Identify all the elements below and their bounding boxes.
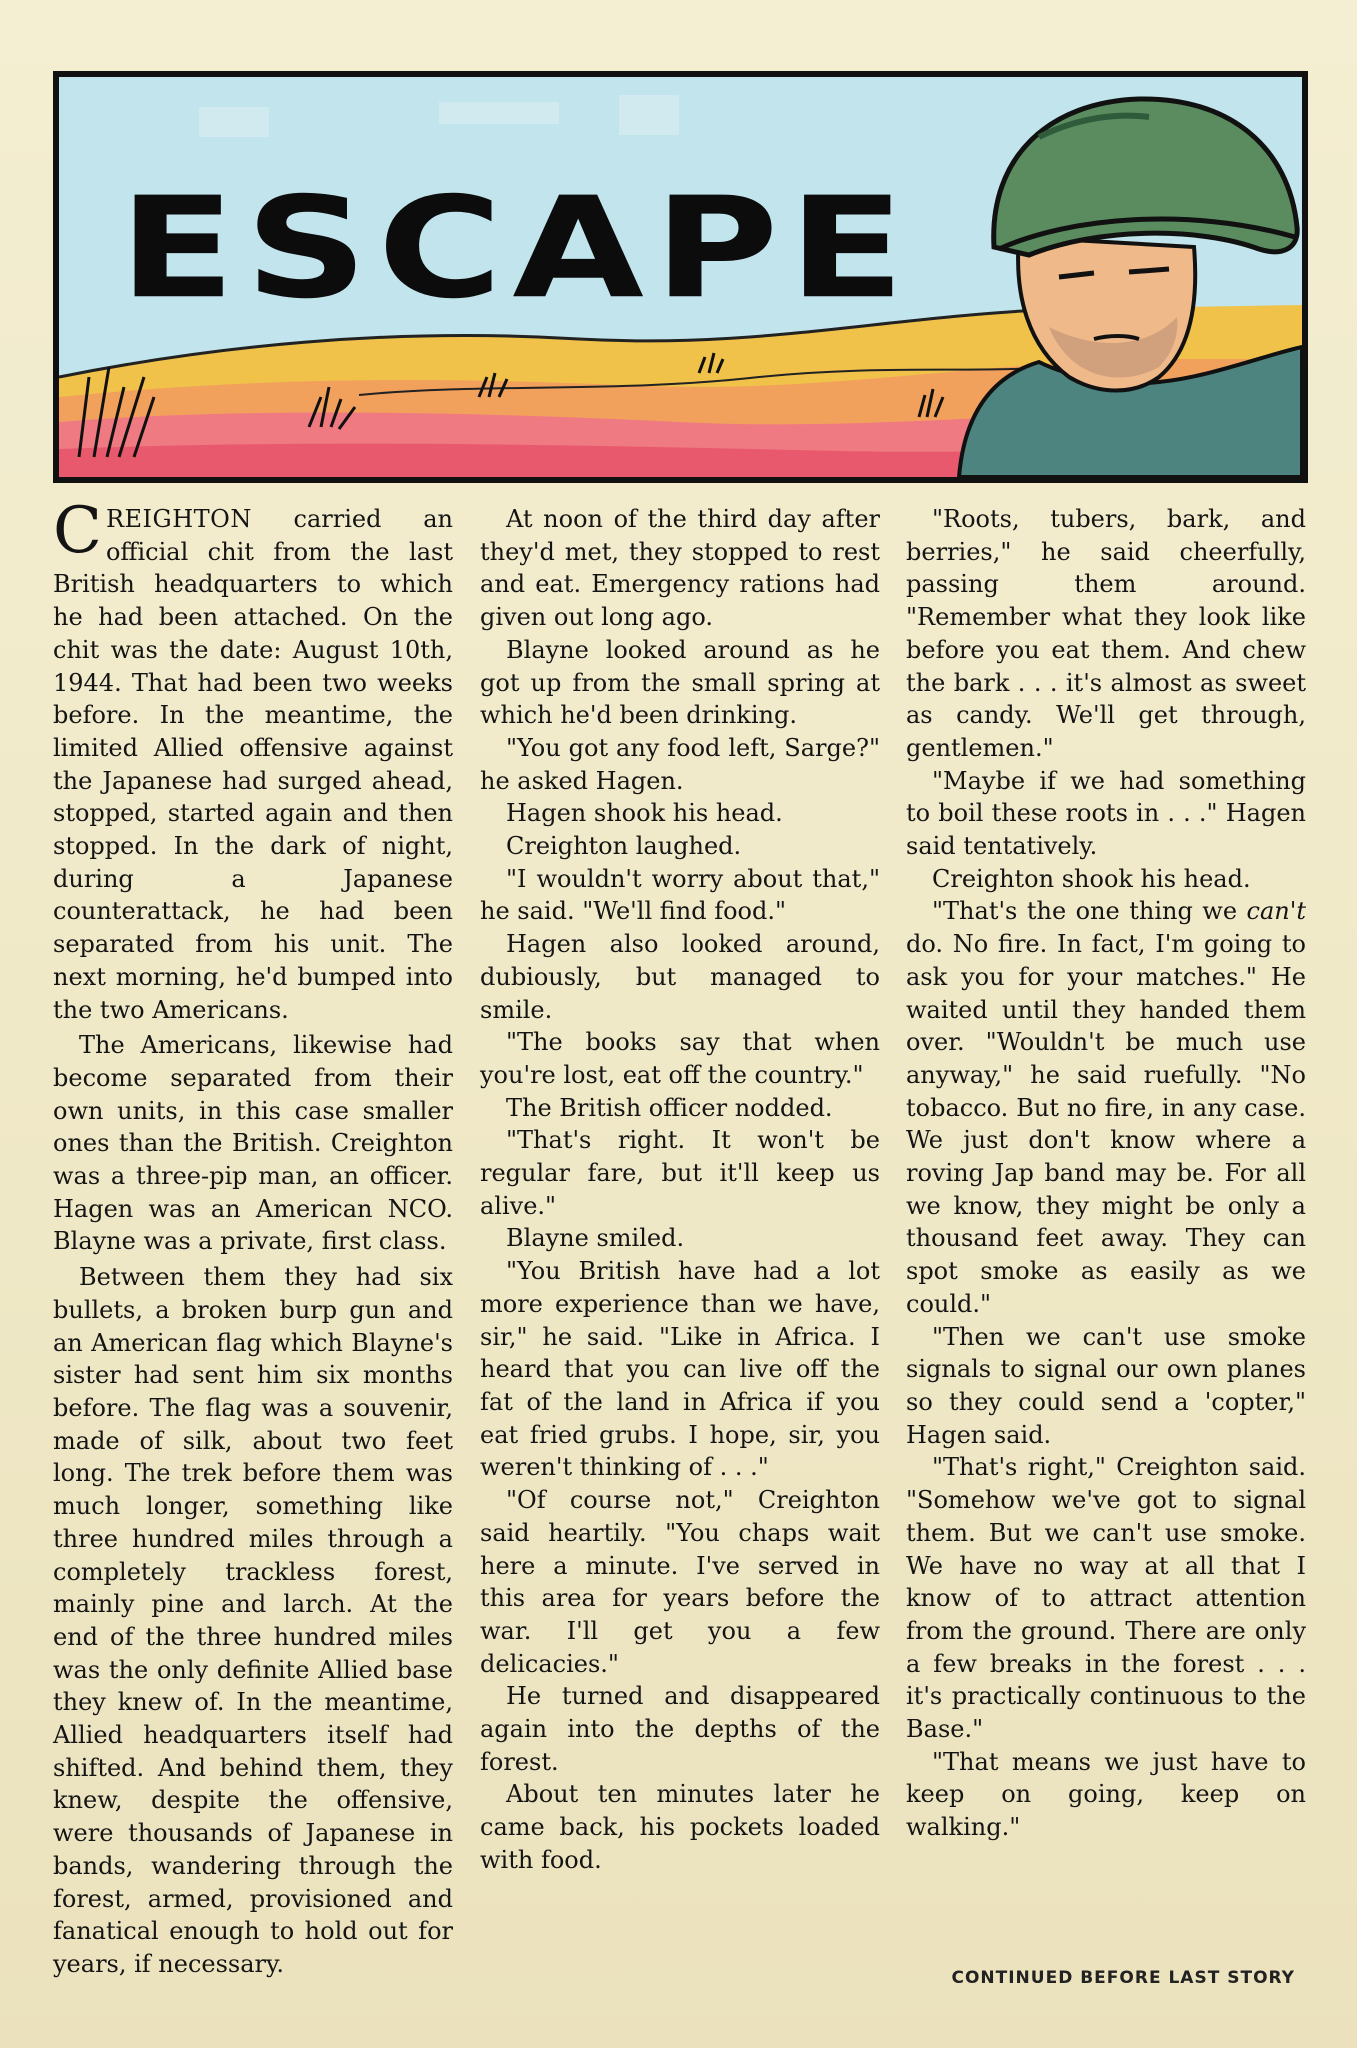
paragraph: Hagen also looked around, dubiously, but managed to smile.	[480, 930, 880, 1024]
paragraph: About ten minutes later he came back, his pockets loaded with food.	[480, 1780, 880, 1874]
text-column-2	[480, 503, 880, 1877]
paragraph: At noon of the third day after they'd met, they stopped to rest and eat. Emergency rations had given out long ago.	[480, 505, 880, 632]
story-title: ESCAPE	[119, 167, 915, 330]
paragraph: "Roots, tubers, bark, and berries," he said cheerfully, passing them around. "Remember what they look like before you eat them. And chew the bark . . . it's almost as sweet as candy. We'll get through, gentlemen."	[906, 505, 1306, 762]
paragraph: He turned and disappeared again into the depths of the forest.	[480, 1682, 880, 1776]
paragraph-text: carried an official chit from the last British headquarters to which he had been attached. On the chit was the date: August 10th, 1944. That had been two weeks before. In the meantime, the limited Allied offensive against the Japanese had surged ahead, stopped, started again and then stopped. In the dark of night, during a Japanese counterattack, he had been separated from his unit. The next morning, he'd bumped into the two Americans.	[53, 505, 453, 1024]
paragraph: "Maybe if we had something to boil these roots in . . ." Hagen said tentatively.	[906, 766, 1306, 861]
paragraph: "That's right," Creighton said. "Somehow we've got to signal them. But we can't use smoke. We have no way at all that I know of to attract attention from the ground. There are only a few breaks in the forest . . . it's practically continuous to the Base."	[906, 1453, 1306, 1744]
paragraph-text: "That's the one thing we	[932, 897, 1247, 926]
paragraph: "That's right. It won't be regular fare, but it'll keep us alive."	[480, 1126, 880, 1220]
emphasis-text: can't	[1246, 897, 1306, 926]
text-column-3	[906, 503, 1306, 1844]
paragraph: "You got any food left, Sarge?" he asked Hagen.	[480, 733, 880, 795]
paragraph: "Of course not," Creighton said heartily. "You chaps wait here a minute. I've served in this area for years before the war. I'll get you a few delicacies."	[480, 1486, 880, 1678]
paragraph: "That means we just have to keep on going, keep on walking."	[906, 1747, 1306, 1842]
paragraph: The Americans, likewise had become separated from their own units, in this case smaller ones than the British. Creighton was a three-pip man, an officer. Hagen was an American NCO. Blayne was a private, first class.	[53, 1031, 453, 1256]
paragraph: Blayne looked around as he got up from the small spring at which he'd been drinking.	[480, 635, 880, 730]
paragraph: Creighton laughed.	[506, 832, 742, 861]
paragraph: "You British have had a lot more experience than we have, sir," he said. "Like in Africa. I heard that you can live off the fat of the land in Africa if you eat fried grubs. I hope, sir, you weren't thinking of . . ."	[480, 1257, 880, 1482]
paragraph: "The books say that when you're lost, eat off the country."	[480, 1028, 880, 1089]
drop-cap: C	[53, 494, 102, 568]
paragraph: The British officer nodded.	[506, 1093, 833, 1122]
paragraph: Creighton shook his head.	[932, 864, 1251, 893]
paragraph	[53, 494, 453, 1026]
paragraph: Hagen shook his head.	[506, 799, 783, 828]
paragraph-text: do. No fire. In fact, I'm going to ask you for your matches." He waited until they handed them over. "Wouldn't be much use anyway," he said ruefully. "No tobacco. But no fire, in any case. We just don't know where a roving Jap band may be. For all we know, they might be only a thousand feet away. They can spot smoke as easily as we could."	[906, 930, 1306, 1318]
paragraph: Blayne smiled.	[506, 1224, 685, 1253]
paragraph: "I wouldn't worry about that," he said. "We'll find food."	[480, 864, 880, 926]
opening-caps: REIGHTON	[105, 505, 252, 533]
paragraph	[906, 895, 1306, 1320]
paragraph: "Then we can't use smoke signals to signal our own planes so they could send a 'copter," Hagen said.	[906, 1322, 1306, 1449]
text-column-1	[53, 494, 453, 1981]
title-banner	[53, 71, 1308, 483]
paragraph: Between them they had six bullets, a broken burp gun and an American flag which Blayne's sister had sent him six months before. The flag was a souvenir, made of silk, about two feet long. The trek before them was much longer, something like three hundred miles through a completely trackless forest, mainly pine and larch. At the end of the three hundred miles was the only definite Allied base they knew of. In the meantime, Allied headquarters itself had shifted. And behind them, they knew, despite the offensive, were thousands of Japanese in bands, wandering through the forest, armed, provisioned and fanatical enough to hold out for years, if necessary.	[53, 1263, 453, 1978]
continued-note: CONTINUED BEFORE LAST STORY	[951, 1968, 1295, 1988]
